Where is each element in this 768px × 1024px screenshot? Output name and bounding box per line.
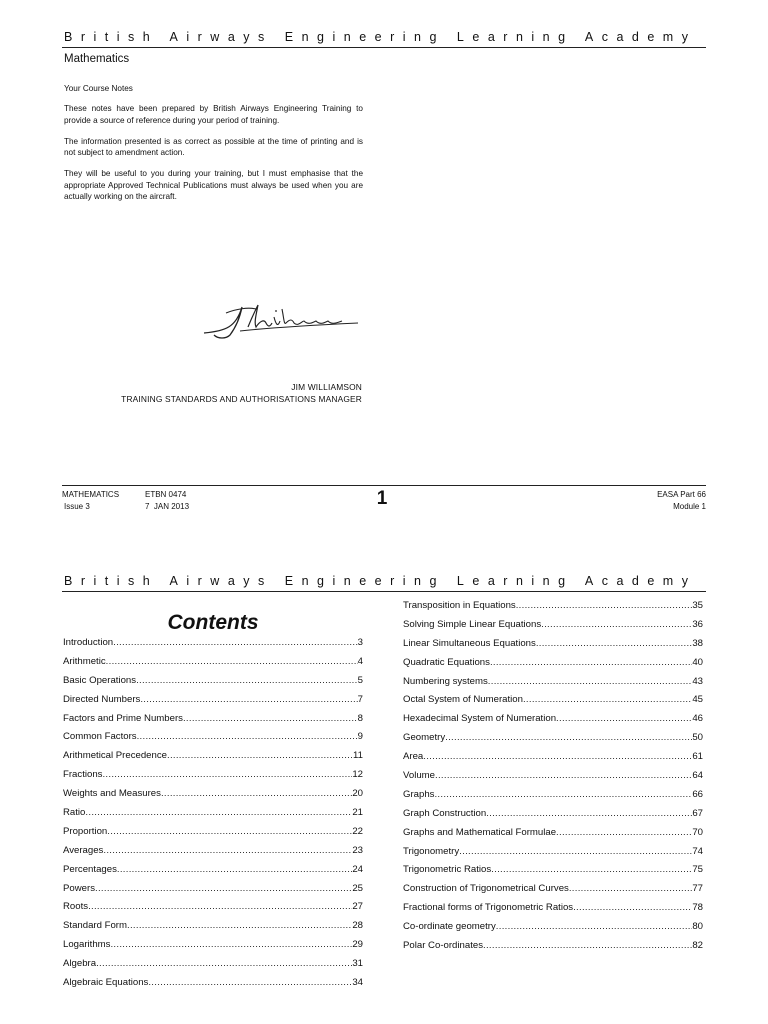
toc-entry-page: 61 <box>692 751 703 763</box>
toc-entry-page: 12 <box>352 769 363 781</box>
toc-entry <box>63 939 363 958</box>
dot-leader <box>556 827 692 838</box>
toc-entry-title: Algebraic Equations <box>63 977 149 989</box>
dot-leader <box>483 940 692 951</box>
toc-entry-title: Fractions <box>63 769 103 781</box>
toc-entry-title: Trigonometry <box>403 845 460 857</box>
toc-entry-title: Powers <box>63 882 95 894</box>
header-rule <box>62 47 706 48</box>
toc-entry-title: Graphs and Mathematical Formulae <box>403 826 557 838</box>
toc-entry-page: 40 <box>692 656 703 668</box>
toc-entry <box>63 883 363 902</box>
toc-entry-page: 82 <box>692 940 703 952</box>
toc-entry-title: Basic Operations <box>63 674 137 686</box>
toc-entry-page: 9 <box>357 731 363 743</box>
dot-leader <box>88 901 352 912</box>
toc-entry-page: 29 <box>352 939 363 951</box>
toc-entry-page: 25 <box>352 882 363 894</box>
toc-entry-page: 4 <box>357 655 363 667</box>
notes-paragraph: These notes have been prepared by British Airways Engineering Training to provide a source of reference during your period of training. <box>64 104 363 125</box>
dot-leader <box>110 939 352 950</box>
toc-entry <box>403 883 703 902</box>
toc-entry-page: 31 <box>352 958 363 970</box>
toc-entry <box>63 826 363 845</box>
dot-leader <box>490 657 692 668</box>
dot-leader <box>459 846 692 857</box>
toc-entry-page: 35 <box>692 600 703 611</box>
toc-entry-page: 43 <box>692 675 703 687</box>
contents-title: Contents <box>167 611 259 634</box>
contents-left-column <box>63 637 363 996</box>
toc-entry-page: 8 <box>357 712 363 724</box>
toc-entry-page: 77 <box>692 883 703 895</box>
toc-entry-title: Octal System of Numeration <box>403 694 523 706</box>
toc-entry-page: 5 <box>357 674 363 686</box>
dot-leader <box>434 789 692 800</box>
dot-leader <box>488 676 693 687</box>
dot-leader <box>486 808 692 819</box>
toc-entry <box>63 901 363 920</box>
toc-entry <box>63 920 363 939</box>
toc-entry-page: 78 <box>692 902 703 914</box>
toc-entry-title: Co-ordinate geometry <box>403 921 496 933</box>
toc-entry-title: Numbering systems <box>403 675 488 687</box>
toc-entry-title: Introduction <box>63 637 114 648</box>
toc-entry-title: Area <box>403 751 424 763</box>
toc-entry-page: 45 <box>692 694 703 706</box>
toc-entry <box>403 751 703 770</box>
toc-entry <box>63 637 363 656</box>
toc-entry <box>63 750 363 769</box>
toc-entry-title: Standard Form <box>63 920 127 932</box>
toc-entry <box>403 600 703 619</box>
academy-header: British Airways Engineering Learning Academy <box>64 30 697 44</box>
page-number: 1 <box>376 488 388 509</box>
toc-entry <box>403 657 703 676</box>
toc-entry-title: Volume <box>403 770 435 782</box>
dot-leader <box>536 638 693 649</box>
toc-entry-title: Quadratic Equations <box>403 656 490 668</box>
dot-leader <box>103 845 352 856</box>
toc-entry-page: 70 <box>692 826 703 838</box>
academy-header: British Airways Engineering Learning Academy <box>64 574 697 588</box>
toc-entry-title: Directed Numbers <box>63 693 141 705</box>
footer-ref: ETBN 0474 <box>145 490 187 499</box>
toc-entry-title: Geometry <box>403 732 446 744</box>
toc-entry-title: Roots <box>63 901 89 913</box>
toc-entry-page: 20 <box>352 788 363 800</box>
toc-entry-page: 80 <box>692 921 703 933</box>
toc-entry-page: 67 <box>692 807 703 819</box>
contents-right-column <box>403 600 703 959</box>
toc-entry <box>63 845 363 864</box>
dot-leader <box>148 977 352 988</box>
toc-entry <box>63 656 363 675</box>
dot-leader <box>435 770 692 781</box>
course-notes <box>64 83 363 212</box>
toc-entry-title: Ratio <box>63 807 86 819</box>
dot-leader <box>516 600 693 611</box>
toc-entry-title: Proportion <box>63 825 108 837</box>
signer-name: JIM WILLIAMSON <box>291 382 362 392</box>
dot-leader <box>541 619 692 630</box>
toc-entry-title: Polar Co-ordinates <box>403 940 483 952</box>
toc-entry-title: Algebra <box>63 958 97 970</box>
dot-leader <box>113 637 358 648</box>
dot-leader <box>423 751 692 762</box>
toc-entry <box>63 958 363 977</box>
dot-leader <box>85 807 352 818</box>
toc-entry <box>403 827 703 846</box>
toc-entry-page: 75 <box>692 864 703 876</box>
dot-leader <box>556 713 692 724</box>
toc-entry <box>63 977 363 996</box>
dot-leader <box>107 826 352 837</box>
toc-entry-title: Common Factors <box>63 731 137 743</box>
toc-entry <box>403 676 703 695</box>
dot-leader <box>167 750 353 761</box>
dot-leader <box>117 864 352 875</box>
toc-entry <box>403 789 703 808</box>
toc-entry-page: 23 <box>352 844 363 856</box>
dot-leader <box>106 656 358 667</box>
signer-role: TRAINING STANDARDS AND AUTHORISATIONS MANAGER <box>121 394 362 404</box>
toc-entry-title: Transposition in Equations <box>403 600 516 611</box>
dot-leader <box>127 920 352 931</box>
notes-title: Your Course Notes <box>64 84 133 93</box>
toc-entry-page: 64 <box>692 770 703 782</box>
toc-entry-title: Graph Construction <box>403 807 487 819</box>
dot-leader <box>491 864 692 875</box>
notes-paragraph: The information presented is as correct as possible at the time of printing and is not subject to amendment action. <box>64 136 363 158</box>
dot-leader <box>496 921 693 932</box>
toc-entry <box>63 713 363 732</box>
toc-entry-title: Percentages <box>63 863 117 875</box>
toc-entry <box>403 921 703 940</box>
toc-entry-page: 7 <box>357 693 363 705</box>
dot-leader <box>573 902 692 913</box>
toc-entry-page: 74 <box>692 845 703 857</box>
toc-entry-page: 3 <box>357 637 363 648</box>
toc-entry-title: Solving Simple Linear Equations <box>403 618 542 630</box>
footer-rule <box>62 485 706 486</box>
toc-entry <box>403 846 703 865</box>
toc-entry <box>63 694 363 713</box>
document-subtitle: Mathematics <box>64 53 130 65</box>
dot-leader <box>137 731 358 742</box>
header-rule <box>62 591 706 592</box>
toc-entry <box>403 619 703 638</box>
handwritten-signature <box>196 297 366 343</box>
toc-entry <box>403 694 703 713</box>
toc-entry-title: Fractional forms of Trigonometric Ratios <box>403 902 574 914</box>
dot-leader <box>95 883 352 894</box>
toc-entry-title: Logarithms <box>63 939 111 951</box>
footer-subject: MATHEMATICS <box>62 490 120 499</box>
toc-entry <box>403 713 703 732</box>
toc-entry <box>63 788 363 807</box>
toc-entry-title: Weights and Measures <box>63 788 161 800</box>
toc-entry-page: 28 <box>352 920 363 932</box>
toc-entry-page: 36 <box>692 618 703 630</box>
toc-entry <box>403 940 703 959</box>
toc-entry <box>63 807 363 826</box>
toc-entry-page: 21 <box>352 807 363 819</box>
toc-entry-title: Trigonometric Ratios <box>403 864 492 876</box>
toc-entry-title: Linear Simultaneous Equations <box>403 637 536 649</box>
toc-entry <box>63 864 363 883</box>
toc-entry-page: 24 <box>352 863 363 875</box>
toc-entry <box>403 808 703 827</box>
toc-entry-title: Graphs <box>403 788 435 800</box>
toc-entry-title: Arithmetic <box>63 655 106 667</box>
footer-date: 7 JAN 2013 <box>145 502 190 511</box>
dot-leader <box>569 883 693 894</box>
dot-leader <box>96 958 352 969</box>
toc-entry <box>403 638 703 657</box>
toc-entry-page: 22 <box>352 825 363 837</box>
toc-entry-page: 34 <box>352 977 363 989</box>
notes-paragraph: They will be useful to you during your training, but I must emphasise that the appropriate Approved Technical Publications must always be used when you are actually working on the aircraft. <box>64 169 363 202</box>
toc-entry <box>403 732 703 751</box>
footer-module: Module 1 <box>673 502 706 511</box>
toc-entry-title: Hexadecimal System of Numeration <box>403 713 557 725</box>
toc-entry-title: Construction of Trigonometrical Curves <box>403 883 569 895</box>
dot-leader <box>161 788 352 799</box>
dot-leader <box>136 675 358 686</box>
toc-entry <box>63 769 363 788</box>
dot-leader <box>102 769 352 780</box>
dot-leader <box>445 732 692 743</box>
footer-issue: Issue 3 <box>64 502 90 511</box>
toc-entry-page: 50 <box>692 732 703 744</box>
toc-entry-page: 66 <box>692 788 703 800</box>
toc-entry <box>63 675 363 694</box>
toc-entry-title: Averages <box>63 844 104 856</box>
dot-leader <box>523 694 692 705</box>
toc-entry-title: Arithmetical Precedence <box>63 750 167 762</box>
toc-entry-page: 46 <box>692 713 703 725</box>
dot-leader <box>183 713 358 724</box>
toc-entry-page: 27 <box>352 901 363 913</box>
toc-entry <box>403 902 703 921</box>
dot-leader <box>140 694 357 705</box>
toc-entry <box>403 864 703 883</box>
toc-entry <box>403 770 703 789</box>
footer-part: EASA Part 66 <box>657 490 706 499</box>
toc-entry <box>63 731 363 750</box>
toc-entry-title: Factors and Prime Numbers <box>63 712 183 724</box>
toc-entry-page: 11 <box>353 750 363 762</box>
toc-entry-page: 38 <box>692 637 703 649</box>
